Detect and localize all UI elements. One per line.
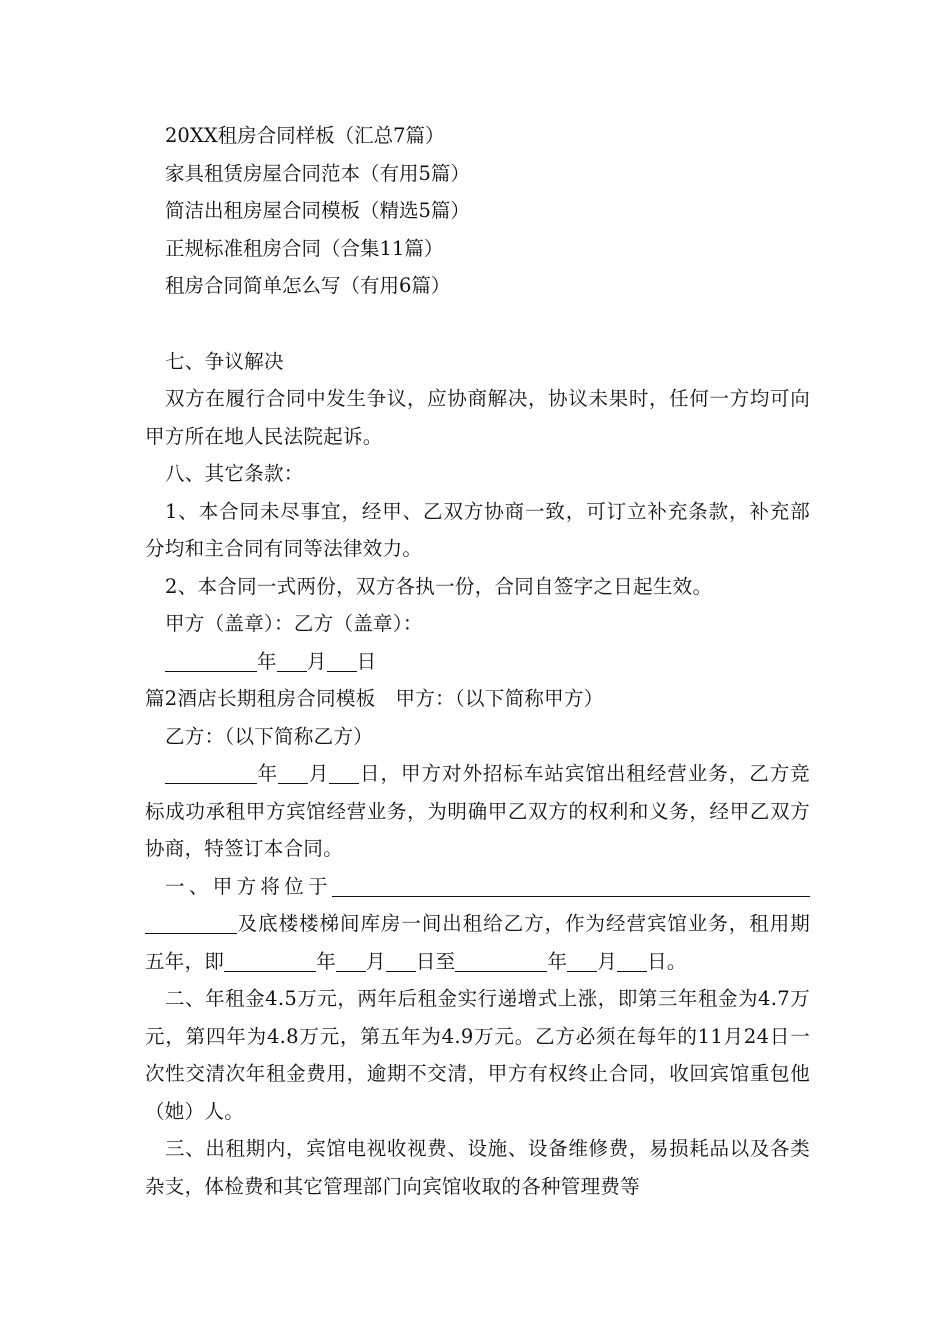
section-8-clause-2: 2、本合同一式两份，双方各执一份，合同自签字之日起生效。 <box>165 574 713 598</box>
clause-1-day-label: 日至 <box>415 949 456 973</box>
blank-line <box>329 761 359 784</box>
date-year-label: 年 <box>257 649 277 673</box>
blank-line <box>386 949 416 972</box>
article-2-title: 篇2酒店长期租房合同模板 <box>145 687 376 710</box>
signature-line: 甲方（盖章）：乙方（盖章）： <box>165 612 423 635</box>
toc-item[interactable]: 家具租赁房屋合同范本（有用5篇） <box>165 161 470 185</box>
clause-1-year-label-2: 年 <box>547 949 568 973</box>
blank-line <box>165 761 257 784</box>
blank-line <box>165 649 257 672</box>
intro-year-label: 年 <box>257 762 279 785</box>
blank-line <box>327 649 357 672</box>
party-b-line: 乙方：（以下简称乙方） <box>165 724 374 748</box>
spacer <box>145 305 810 343</box>
blank-line <box>224 949 316 972</box>
blank-line <box>145 911 237 934</box>
blank-line <box>455 949 547 972</box>
clause-1-month-label-2: 月 <box>597 949 618 973</box>
article-2-clause-2: 二、年租金4.5万元，两年后租金实行递增式上涨，即第三年租金为4.7万元，第四年为4.8万元，第五年为4.9万元。乙方必须在每年的11月24日一次性交清次年租金费用，逾期不交清，甲方有权终止合同，收回宾馆重包他（她）人。 <box>145 987 810 1123</box>
clause-1-text: 及底楼楼梯间库房一间出租给乙方，作为经营宾馆业务，租用期五年，即 <box>145 912 810 973</box>
intro-month-label: 月 <box>308 762 330 785</box>
blank-line <box>332 874 810 897</box>
section-7-heading: 七、争议解决 <box>165 349 284 373</box>
blank-line <box>567 949 597 972</box>
date-day-label: 日 <box>356 649 377 673</box>
article-2-clause-3: 三、出租期内，宾馆电视收视费、设施、设备维修费，易损耗品以及各类杂支，体检费和其它管理部门向宾馆收取的各种管理费等 <box>145 1137 810 1198</box>
toc-list <box>145 117 810 305</box>
blank-line <box>278 761 308 784</box>
date-month-label: 月 <box>306 649 327 673</box>
clause-1-year-label: 年 <box>316 949 337 973</box>
party-a-line: 甲方：（以下简称甲方） <box>395 687 604 710</box>
signature-date <box>145 643 810 681</box>
clause-1-month-label: 月 <box>366 949 386 973</box>
toc-item[interactable]: 简洁出租房屋合同模板（精选5篇） <box>165 199 470 222</box>
blank-line <box>617 949 647 972</box>
intro-day-label: 日， <box>359 762 401 785</box>
toc-item[interactable]: 20XX租房合同样板（汇总7篇） <box>165 124 445 147</box>
intro-text: 甲方对外招标车站宾馆出租经营业务，乙方竞标成功承租甲方宾馆经营业务，为明确甲乙双方的权利和义务，经甲乙双方协商，特签订本合同。 <box>145 762 810 860</box>
blank-line <box>336 949 366 972</box>
toc-item[interactable]: 正规标准租房合同（合集11篇） <box>165 236 444 260</box>
toc-item[interactable]: 租房合同简单怎么写（有用6篇） <box>165 274 451 297</box>
section-7-body: 双方在履行合同中发生争议，应协商解决，协议未果时，任何一方均可向甲方所在地人民法院起诉。 <box>145 387 810 448</box>
document-body <box>145 117 810 1205</box>
section-8-heading: 八、其它条款： <box>165 462 304 485</box>
section-8-clause-1: 1、本合同未尽事宜，经甲、乙双方协商一致，可订立补充条款，补充部分均和主合同有同等法律效力。 <box>145 499 810 560</box>
clause-1-lead: 一、甲方将位于 <box>165 874 332 898</box>
article-2-intro <box>145 755 810 868</box>
article-2-clause-1 <box>145 868 810 981</box>
clause-1-day-label-2: 日。 <box>647 949 687 973</box>
article-2-header <box>145 680 810 718</box>
blank-line <box>277 649 307 672</box>
